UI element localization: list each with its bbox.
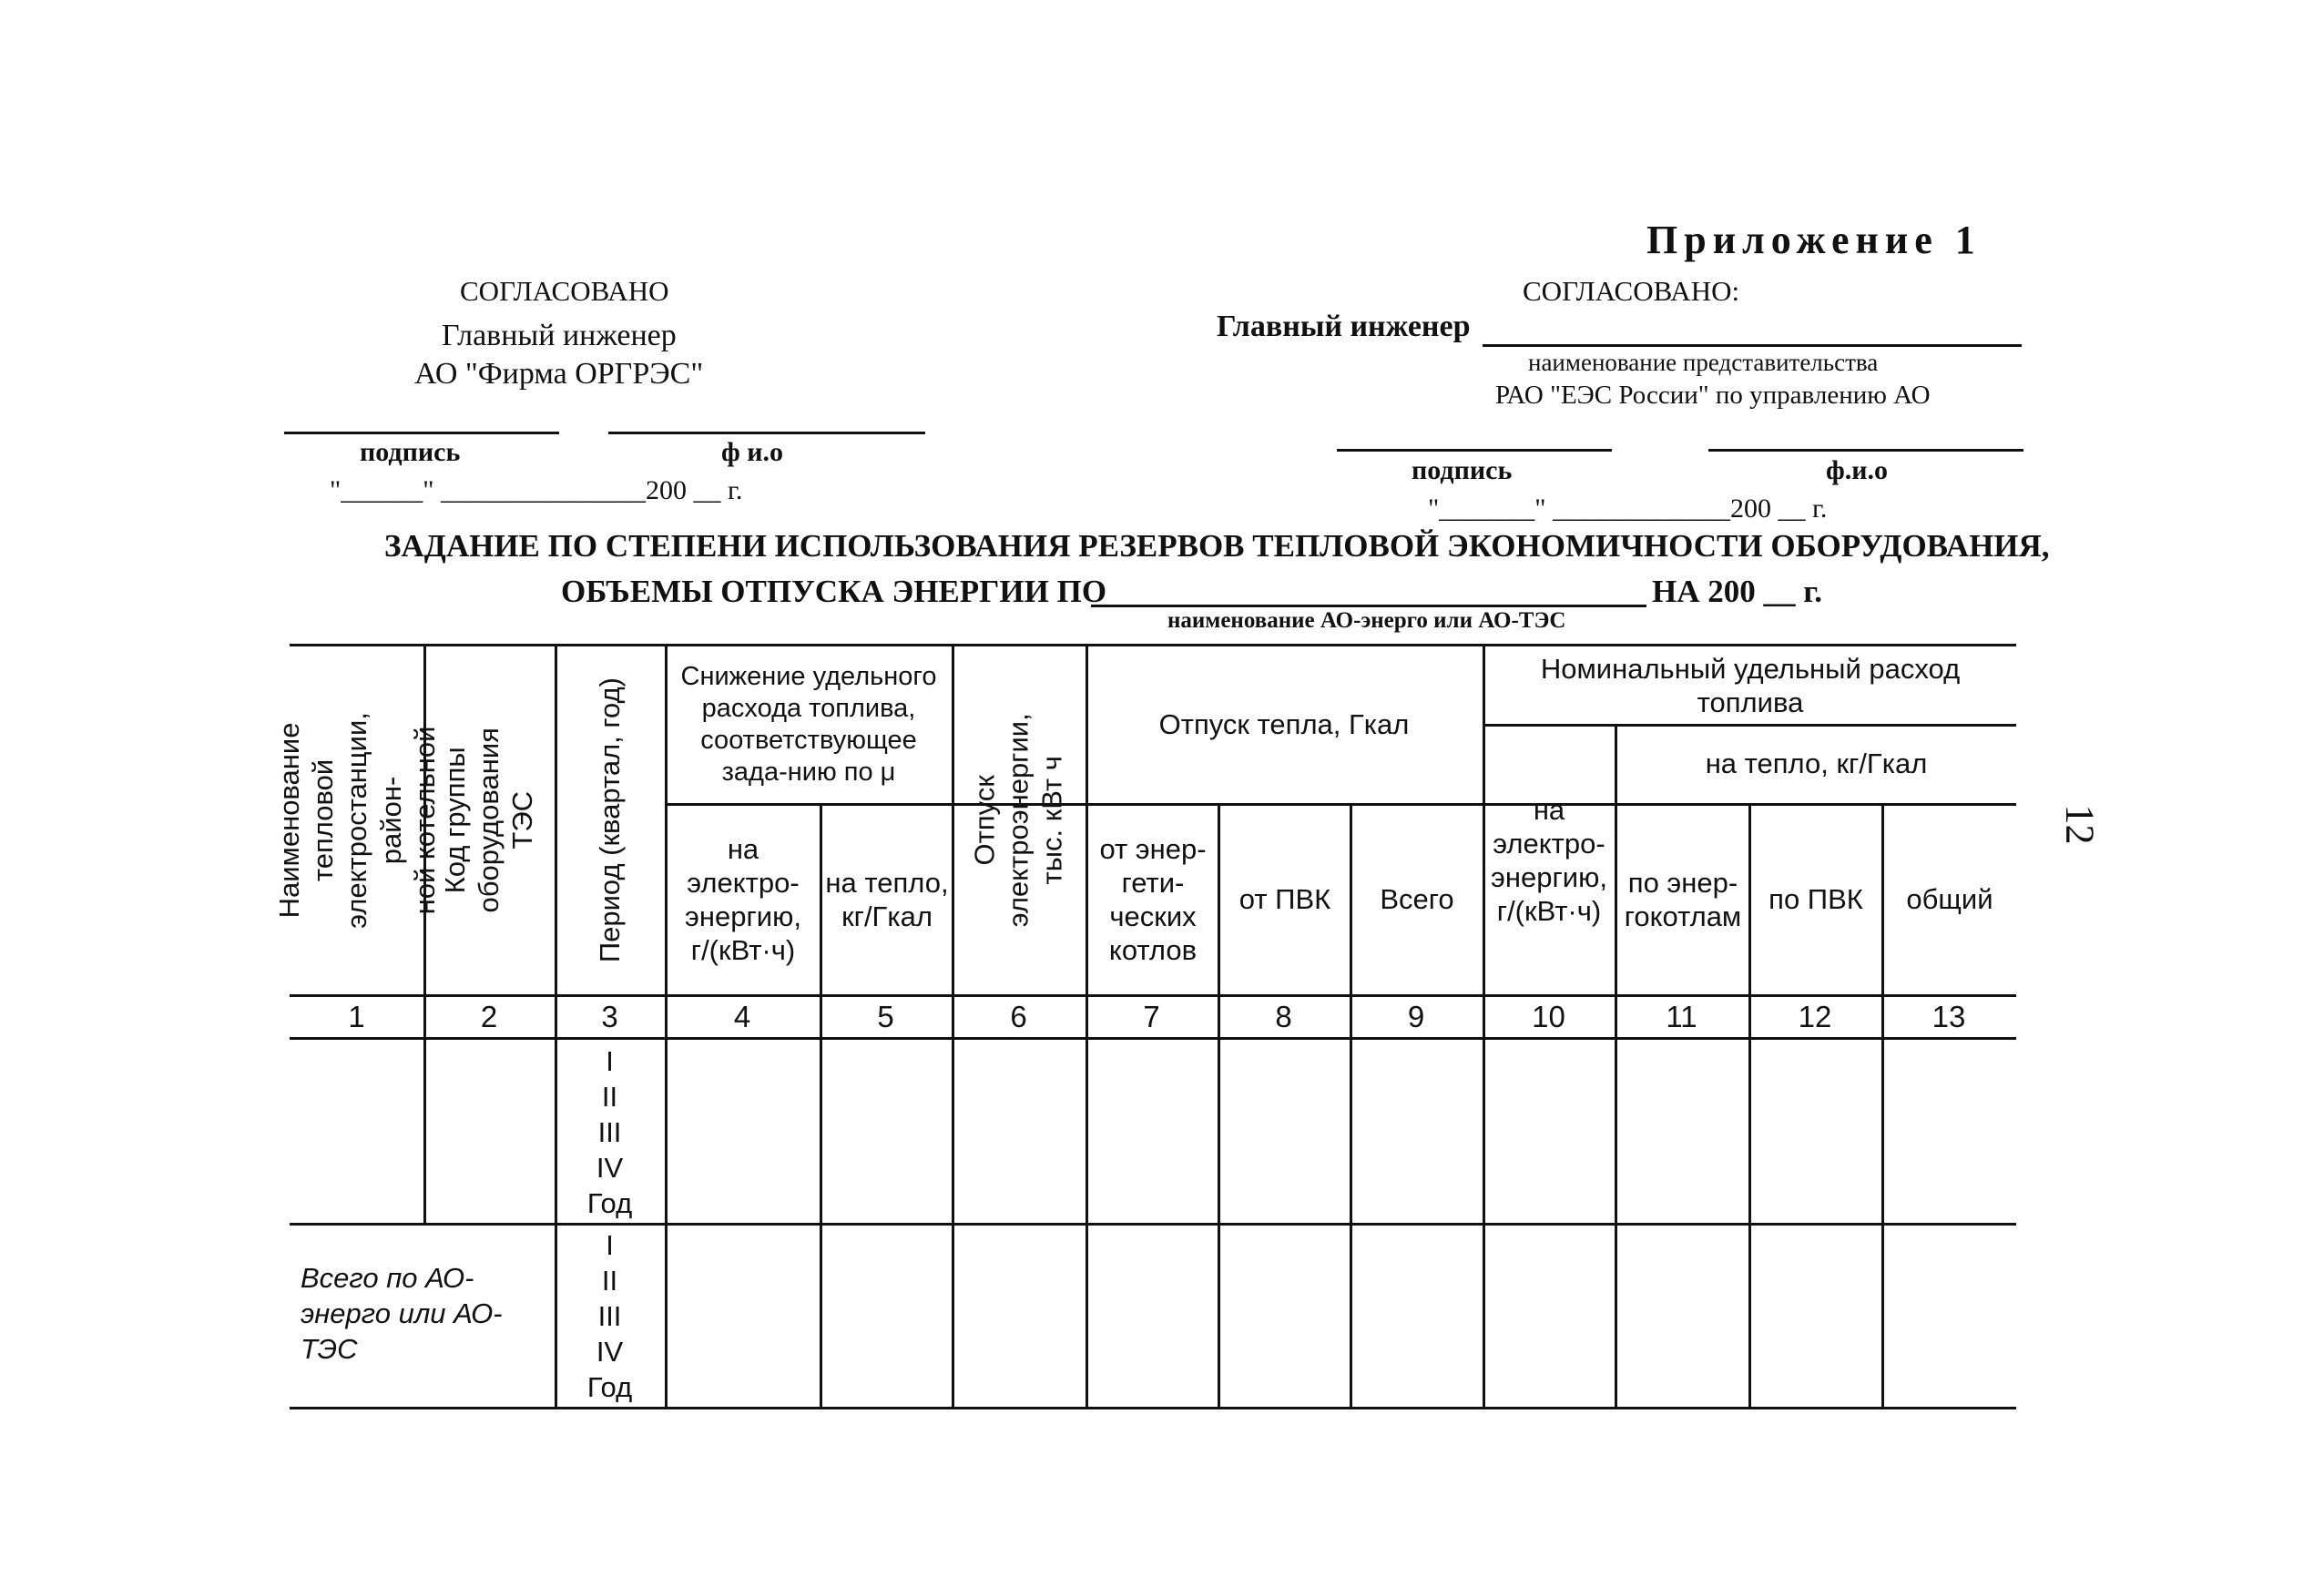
- column-number: 7: [1143, 1000, 1160, 1033]
- right-name-label: ф.и.о: [1826, 455, 1889, 485]
- period-list: [555, 1043, 665, 1221]
- period-label: Год: [586, 1187, 633, 1219]
- header-col-9: Всего: [1380, 883, 1454, 916]
- left-signature-line: [284, 432, 559, 434]
- table-vline-10: [1615, 724, 1617, 1408]
- header-col-12: по ПВК: [1768, 883, 1863, 916]
- left-name-line: [608, 432, 925, 434]
- right-signature-line: [1337, 449, 1612, 452]
- total-label: Всего по АО-энерго или АО-ТЭС: [301, 1262, 503, 1365]
- column-number: 8: [1275, 1000, 1292, 1033]
- right-signature-label: подпись: [1412, 455, 1513, 485]
- header-col-13: общий: [1906, 883, 1993, 916]
- period-label: Год: [586, 1371, 633, 1403]
- left-agreed: СОГЛАСОВАНО: [460, 275, 669, 307]
- title-blank-line: [1091, 605, 1646, 607]
- period-list: [555, 1227, 665, 1405]
- period-label: II: [601, 1265, 618, 1297]
- left-date-line: "______" _______________200 __ г.: [330, 475, 743, 505]
- table-vline-4: [820, 803, 822, 1408]
- period-label: IV: [596, 1336, 624, 1368]
- table-header-bottom: [290, 994, 2016, 997]
- header-col-7: от энер-гети-ческих котлов: [1099, 832, 1207, 967]
- column-number: 9: [1407, 1000, 1425, 1033]
- table-vline-11: [1748, 803, 1751, 1408]
- period-label: I: [606, 1229, 614, 1261]
- document-title-line-1: ЗАДАНИЕ ПО СТЕПЕНИ ИСПОЛЬЗОВАНИЯ РЕЗЕРВОВ ТЕПЛОВОЙ ЭКОНОМИЧНОСТИ ОБОРУДОВАНИЯ,: [384, 528, 2050, 564]
- header-station-name: Наименование тепловой электростанции, район- ной котельной: [272, 712, 441, 929]
- right-org-caption-2: РАО "ЕЭС России" по управлению АО: [1495, 381, 1931, 410]
- table-vline-12: [1881, 803, 1884, 1408]
- column-number: 10: [1532, 1000, 1565, 1033]
- header-equipment-group-code: Код группы оборудования ТЭС: [439, 727, 539, 913]
- header-col-8: от ПВК: [1238, 883, 1331, 916]
- period-label: I: [606, 1045, 614, 1077]
- header-group-heat-output: Отпуск тепла, Гкал: [1158, 708, 1410, 741]
- period-label: II: [601, 1081, 618, 1113]
- column-number: 3: [601, 1000, 618, 1033]
- document-title-line-2-start: ОБЪЕМЫ ОТПУСКА ЭНЕРГИИ ПО: [561, 574, 1107, 609]
- header-electricity-output: Отпуск электроэнергии, тыс. кВт ч: [968, 713, 1069, 928]
- table-header-rule-sub: [665, 803, 2016, 806]
- table-bottom-border: [290, 1407, 2016, 1409]
- table-numbers-bottom: [290, 1037, 2016, 1040]
- right-agreed: СОГЛАСОВАНО:: [1523, 275, 1740, 307]
- header-group-nominal-fuel: Номинальный удельный расход топлива: [1540, 652, 1961, 718]
- column-number: 11: [1666, 1000, 1697, 1033]
- appendix-label: Приложение 1: [1646, 218, 1982, 262]
- table-vline-8: [1350, 803, 1352, 1408]
- header-col-5: на тепло, кг/Гкал: [825, 866, 949, 932]
- header-col-11: по энер-гокотлам: [1624, 866, 1742, 932]
- header-group-heat-nominal: на тепло, кг/Гкал: [1705, 748, 1928, 780]
- table-vline-7: [1218, 803, 1220, 1408]
- period-label: IV: [596, 1152, 624, 1184]
- right-name-line: [1708, 449, 2023, 452]
- left-position: Главный инженер: [442, 319, 677, 352]
- column-number: 1: [348, 1000, 365, 1033]
- title-blank-caption: наименование АО-энерго или АО-ТЭС: [1167, 608, 1566, 633]
- right-org-line: [1483, 344, 2022, 347]
- right-org-caption-1: наименование представительства: [1528, 349, 1879, 376]
- column-number: 2: [480, 1000, 498, 1033]
- period-label: III: [597, 1300, 622, 1332]
- left-org: АО "Фирма ОРГРЭС": [414, 357, 704, 391]
- document-title-line-2-end: НА 200 __ г.: [1652, 574, 1822, 609]
- column-number: 4: [733, 1000, 751, 1033]
- column-number: 13: [1932, 1000, 1966, 1033]
- header-col-4: на электро-энергию, г/(кВт·ч): [685, 832, 801, 967]
- header-group-fuel-reduction: Снижение удельного расхода топлива, соответствующее зада-нию по μ: [680, 662, 937, 787]
- header-period: Период (квартал, год): [593, 677, 626, 963]
- column-number: 5: [877, 1000, 894, 1033]
- column-number: 6: [1010, 1000, 1027, 1033]
- table-row-divider: [290, 1223, 2016, 1226]
- left-name-label: ф и.о: [721, 437, 784, 467]
- right-position: Главный инженер: [1217, 310, 1471, 343]
- right-date-line: "_______" _____________200 __ г.: [1428, 493, 1828, 524]
- column-number: 12: [1798, 1000, 1832, 1033]
- period-label: III: [597, 1116, 622, 1148]
- page-number: 12: [2057, 804, 2103, 845]
- left-signature-label: подпись: [360, 437, 461, 467]
- header-col-10: на электро-энергию, г/(кВт·ч): [1491, 793, 1607, 928]
